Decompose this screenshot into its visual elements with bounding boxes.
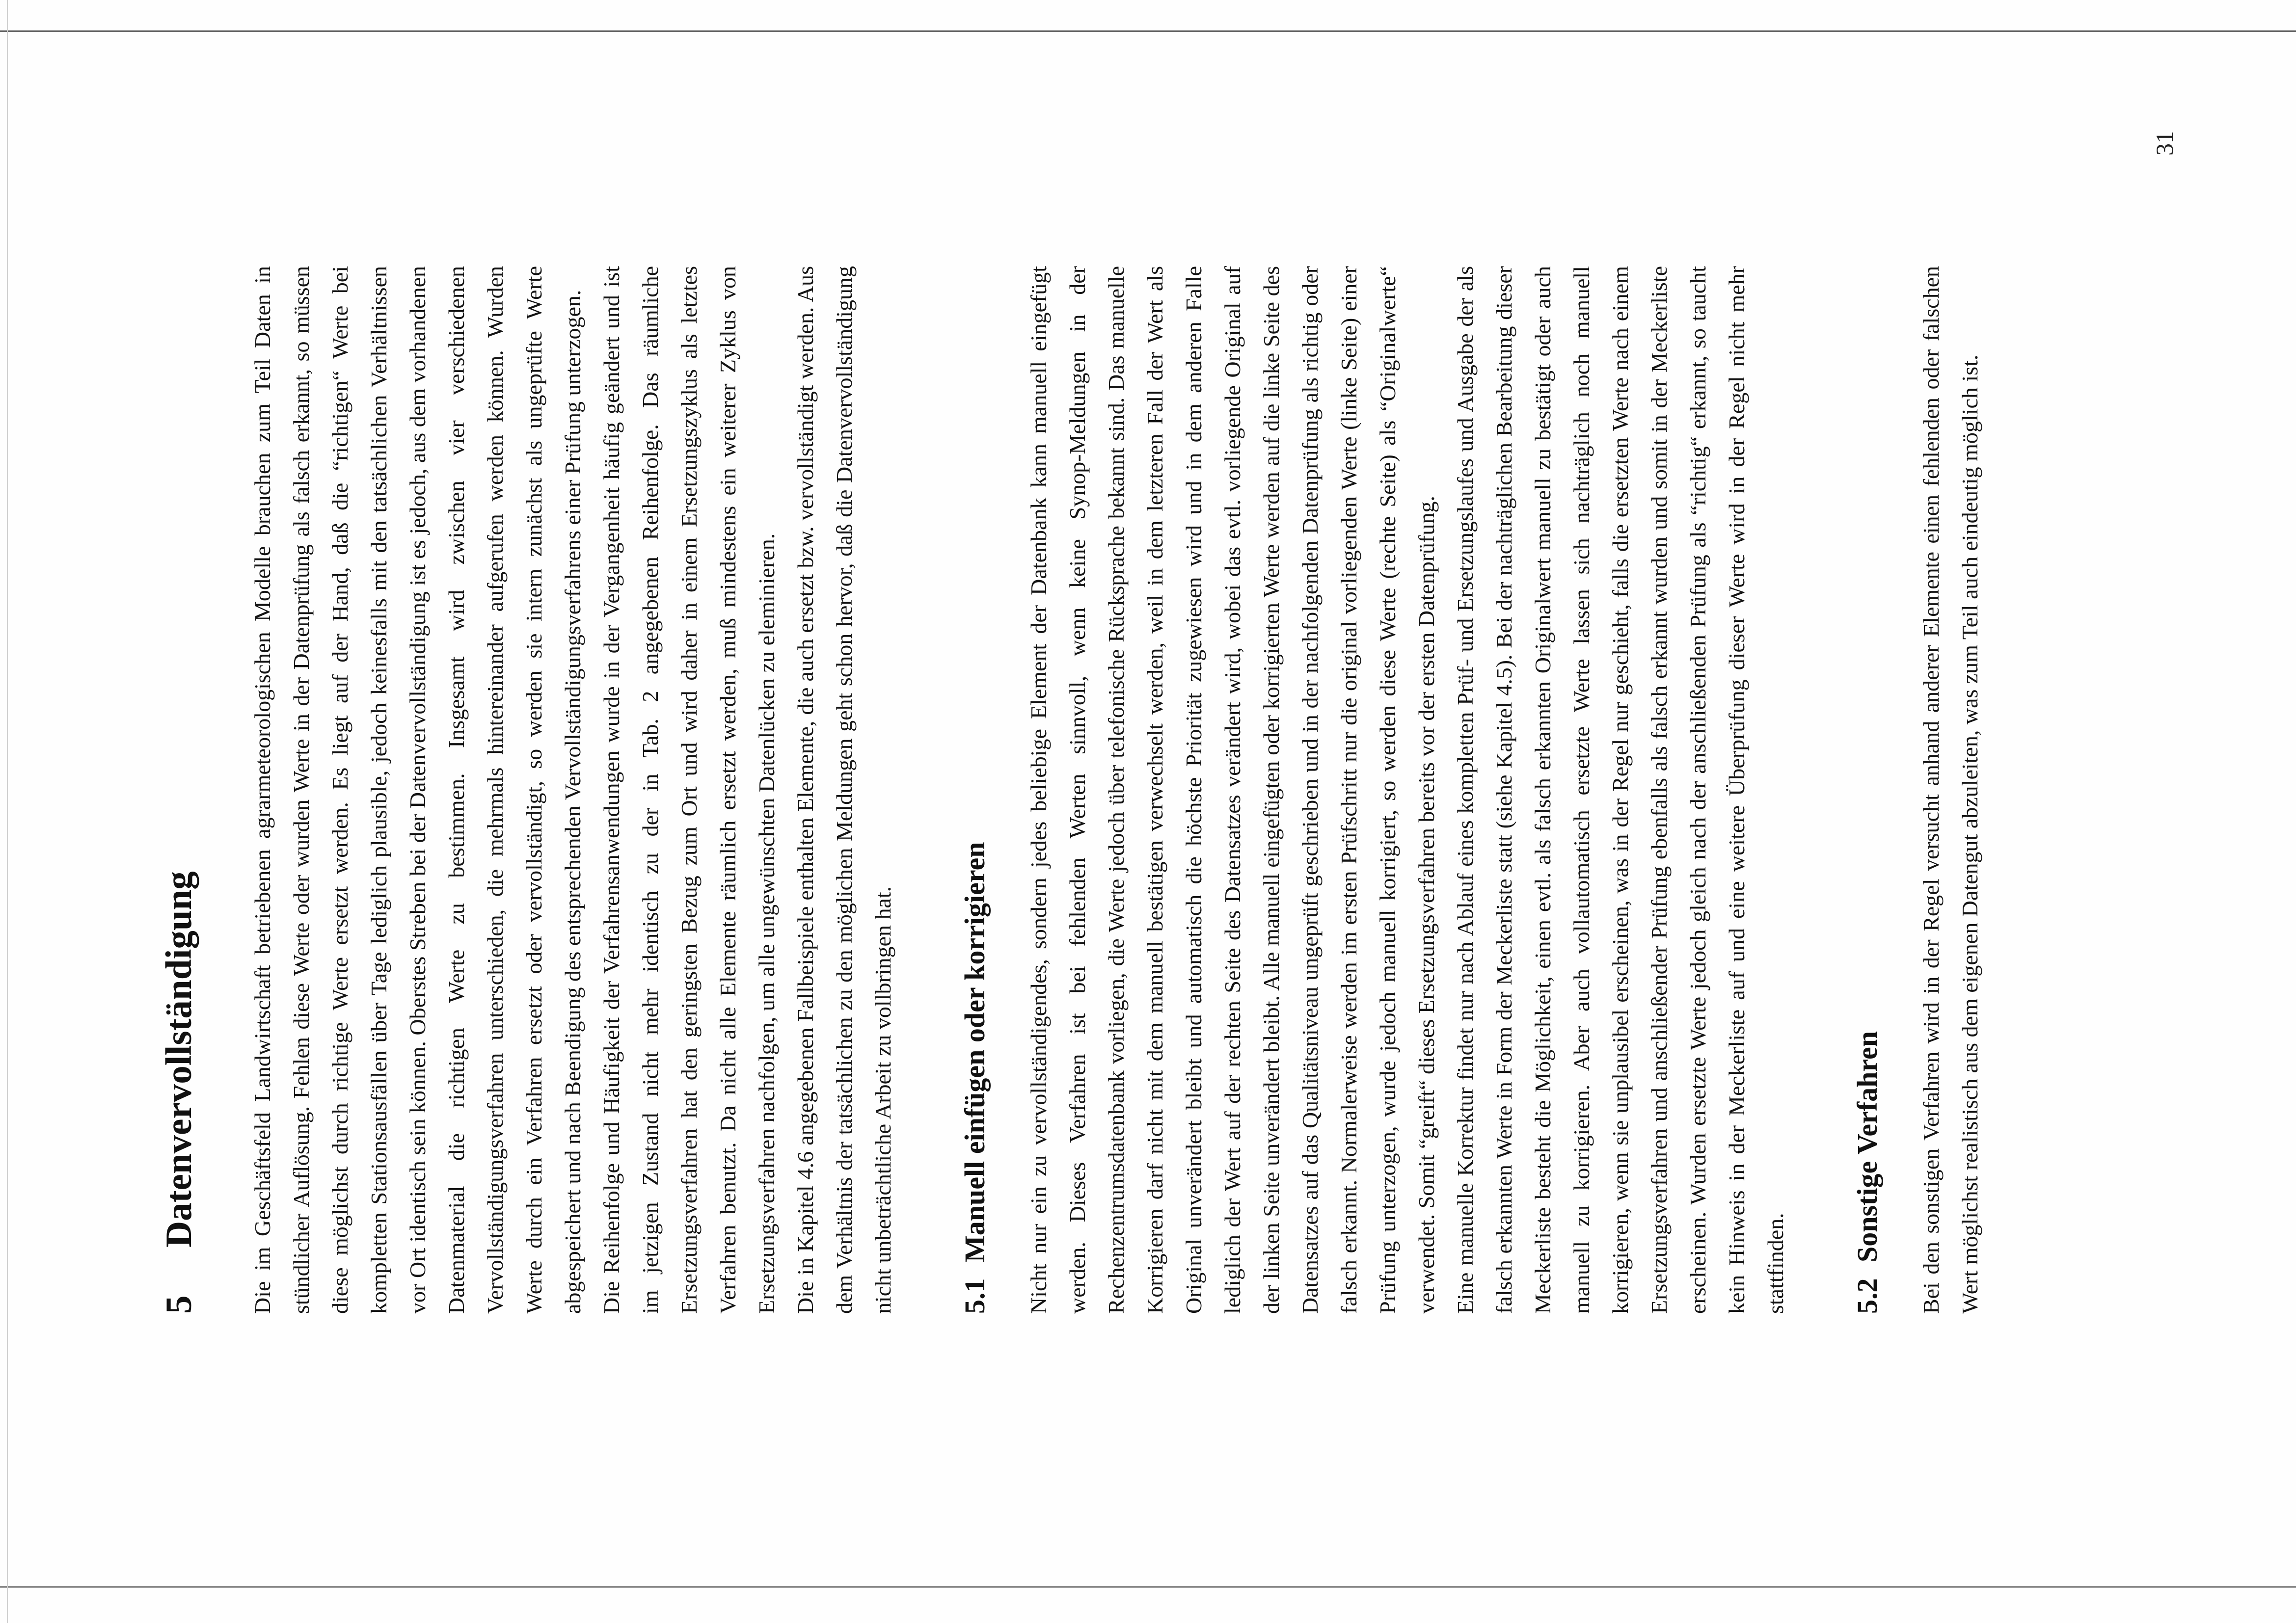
section-heading-5-1 (955, 266, 995, 1314)
chapter-number: 5 (159, 1295, 199, 1314)
chapter-paragraph: Die im Geschäftsfeld Landwirtschaft betriebenen agrarmeteorologischen Modelle brauchen zum Teil Daten in stündlicher Auflösung. Fehlen diese Werte oder wurden Werte in der Datenprüfung als falsch erkannt, so müssen diese möglichst durch richtige Werte ersetzt werden. Es liegt auf der Hand, daß die “richtigen“ Werte bei kompletten Stationsausfällen über Tage lediglich plausible, jedoch keinesfalls mit den tatsächlichen Verhältnissen vor Ort identisch sein können. Oberstes Streben bei der Datenvervollständigung ist es jedoch, aus dem vorhandenen Datenmaterial die richtigen Werte zu bestimmen. Insgesamt wird zwischen vier verschiedenen Vervollständigungsverfahren unterschieden, die mehrmals hintereinander aufgerufen werden können. Wurden Werte durch ein Verfahren ersetzt oder vervollständigt, so werden sie intern zunächst als ungeprüfte Werte abgespeichert und nach Beendigung des entsprechenden Vervollständigungsverfahrens einer Prüfung unterzogen. (250, 266, 585, 1314)
section-title: Sonstige Verfahren (1851, 1031, 1883, 1262)
section-paragraph: Nicht nur ein zu vervollständigendes, sondern jedes beliebige Element der Datenbank kann manuell eingefügt werden. Dieses Verfahren ist bei fehlenden Werten sinnvoll, wenn keine Synop-Meldungen in der Rechenzentrumsdatenbank vorliegen, die Werte jedoch über telefonische Rücksprache bekannt sind. Das manuelle Korrigieren darf nicht mit dem manuell bestätigen verwechselt werden, weil in dem letzteren Fall der Wert als Original unverändert bleibt und automatisch die höchste Priorität zugewiesen wird und in dem anderen Falle lediglich der Wert auf der rechten Seite des Datensatzes verändert wird, wobei das evtl. vorliegende Original auf der linken Seite unverändert bleibt. Alle manuell eingefügten oder korrigierten Werte werden auf die linke Seite des Datensatzes auf das Qualitätsniveau ungeprüft geschrieben und in der nachfolgenden Datenprüfung als richtig oder falsch erkannt. Normalerweise werden im ersten Prüfschritt nur die original vorliegenden Werte (linke Seite) einer Prüfung unterzogen, wurde jedoch manuell korrigiert, so werden diese Werte (rechte Seite) als “Originalwerte“ verwendet. Somit “greift“ dieses Ersetzungsverfahren bereits vor der ersten Datenprüfung. (1026, 266, 1439, 1314)
page-number: 31 (2151, 131, 2178, 156)
section-number: 5.1 (959, 1278, 991, 1314)
chapter-heading (157, 266, 201, 1314)
section-title: Manuell einfügen oder korrigieren (959, 842, 991, 1262)
section-paragraph: Bei den sonstigen Verfahren wird in der Regel versucht anhand anderer Elemente einen fehlenden oder falschen Wert möglichst realistisch aus dem eigenen Datengut abzuleiten, was zum Teil auch eindeutig möglich ist. (1918, 266, 1982, 1314)
chapter-title: Datenvervollständigung (159, 871, 199, 1248)
text-body (157, 266, 1989, 1314)
section-paragraph: Eine manuelle Korrektur findet nur nach Ablauf eines kompletten Prüf- und Ersetzungslaufes und Ausgabe der als falsch erkannten Werte in Form der Meckerliste statt (siehe Kapitel 4.5). Bei der nachträglichen Bearbeitung dieser Meckerliste besteht die Möglichkeit, einen evtl. als falsch erkannten Originalwert manuell zu bestätigt oder auch manuell zu korrigieren. Aber auch vollautomatisch ersetzte Werte lassen sich nachträglich noch manuell korrigieren, wenn sie unplausibel erscheinen, was in der Regel nur geschieht, falls die ersetzten Werte nach einem Ersetzungsverfahren und anschließender Prüfung ebenfalls als falsch erkannt wurden und somit in der Meckerliste erscheinen. Wurden ersetzte Werte jedoch gleich nach der anschließenden Prüfung als “richtig“ erkannt, so taucht kein Hinweis in der Meckerliste auf und eine weitere Überprüfung dieser Werte wird in der Regel nicht mehr stattfinden. (1453, 266, 1788, 1314)
section-heading-5-2 (1848, 266, 1887, 1314)
section-number: 5.2 (1851, 1278, 1883, 1314)
chapter-paragraph: Die Reihenfolge und Häufigkeit der Verfahrensanwendungen wurde in der Vergangenheit häufig geändert und ist im jetzigen Zustand nicht mehr identisch zu der in Tab. 2 angegebenen Reihenfolge. Das räumliche Ersetzungsverfahren hat den geringsten Bezug zum Ort und wird daher in einem Ersetzungszyklus als letztes Verfahren benutzt. Da nicht alle Elemente räumlich ersetzt werden, muß mindestens ein weiterer Zyklus von Ersetzungsverfahren nachfolgen, um alle ungewünschten Datenlücken zu eleminieren. (599, 266, 779, 1314)
chapter-paragraph: Die in Kapitel 4.6 angegebenen Fallbeispiele enthalten Elemente, die auch ersetzt bzw. vervollständigt werden. Aus dem Verhältnis der tatsächlichen zu den möglichen Meldungen geht schon hervor, daß die Datenvervollständigung nicht unbeträchtliche Arbeit zu vollbringen hat. (793, 266, 895, 1314)
